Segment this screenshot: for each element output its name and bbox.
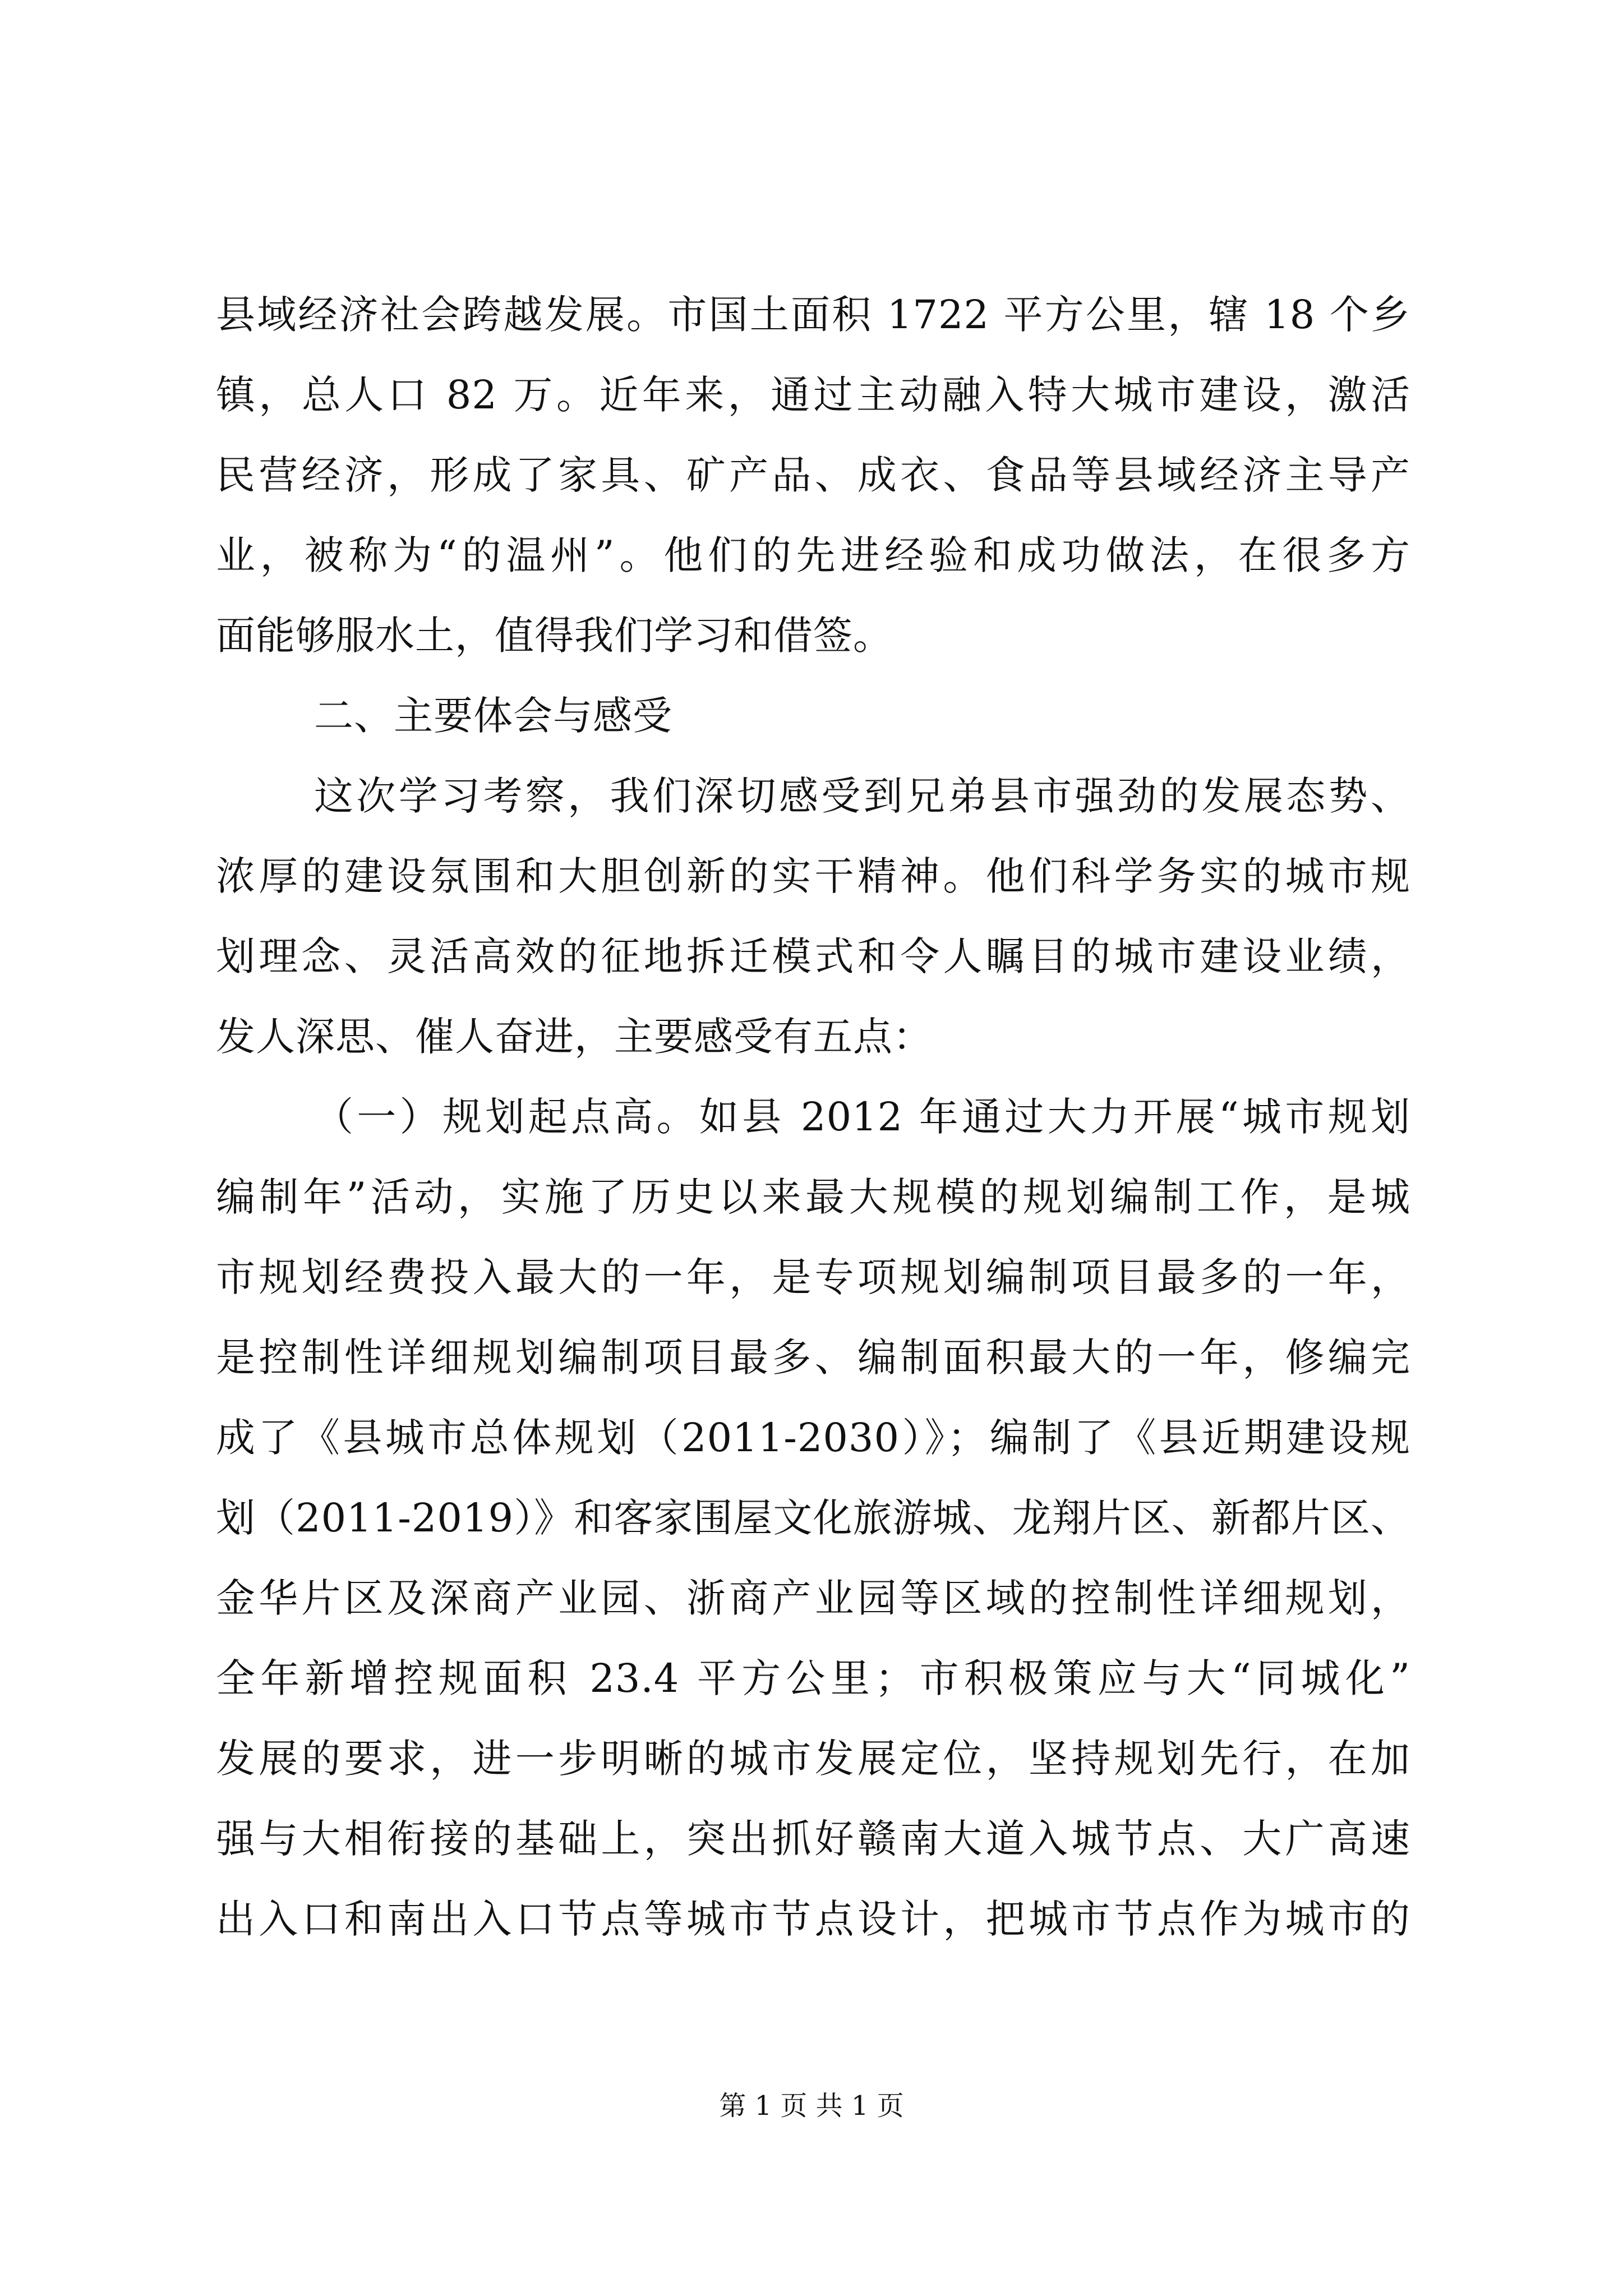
body-line: 全年新增控规面积 23.4 平方公里；市积极策应与大“同城化” bbox=[216, 1655, 1410, 1701]
page-number-footer: 第 1 页 共 1 页 bbox=[719, 2090, 904, 2122]
body-line: 县域经济社会跨越发展。市国土面积 1722 平方公里，辖 18 个乡 bbox=[216, 292, 1410, 338]
body-line: 是控制性详细规划编制项目最多、编制面积最大的一年，修编完 bbox=[216, 1335, 1410, 1381]
body-line: 划（2011-2019）》和客家围屋文化旅游城、龙翔片区、新都片区、 bbox=[216, 1495, 1410, 1541]
body-line: 这次学习考察，我们深切感受到兄弟县市强劲的发展态势、 bbox=[314, 773, 1410, 819]
body-line: 业，被称为“的温州”。他们的先进经验和成功做法，在很多方 bbox=[216, 532, 1410, 578]
body-line: 编制年”活动，实施了历史以来最大规模的规划编制工作，是城 bbox=[216, 1174, 1410, 1220]
subsection-line: （一）规划起点高。如县 2012 年通过大力开展“城市规划 bbox=[314, 1094, 1410, 1140]
body-line: 民营经济，形成了家具、矿产品、成衣、食品等县域经济主导产 bbox=[216, 452, 1410, 498]
body-line: 金华片区及深商产业园、浙商产业园等区域的控制性详细规划， bbox=[216, 1575, 1410, 1621]
body-line: 镇，总人口 82 万。近年来，通过主动融入特大城市建设，激活 bbox=[216, 372, 1410, 418]
document-body bbox=[216, 275, 1410, 1959]
body-line: 市规划经费投入最大的一年，是专项规划编制项目最多的一年， bbox=[216, 1254, 1410, 1300]
body-line: 划理念、灵活高效的征地拆迁模式和令人瞩目的城市建设业绩， bbox=[216, 933, 1410, 979]
body-line: 发展的要求，进一步明晰的城市发展定位，坚持规划先行，在加 bbox=[216, 1736, 1410, 1782]
body-line: 出入口和南出入口节点等城市节点设计，把城市节点作为城市的 bbox=[216, 1896, 1410, 1942]
body-line: 强与大相衔接的基础上，突出抓好赣南大道入城节点、大广高速 bbox=[216, 1816, 1410, 1862]
body-line: 浓厚的建设氛围和大胆创新的实干精神。他们科学务实的城市规 bbox=[216, 853, 1410, 899]
body-line: 面能够服水土，值得我们学习和借签。 bbox=[216, 613, 893, 659]
body-line: 发人深思、催人奋进，主要感受有五点： bbox=[216, 1014, 933, 1060]
body-line: 成了《县城市总体规划（2011-2030）》；编制了《县近期建设规 bbox=[216, 1415, 1410, 1461]
section-heading: 二、主要体会与感受 bbox=[314, 693, 672, 739]
